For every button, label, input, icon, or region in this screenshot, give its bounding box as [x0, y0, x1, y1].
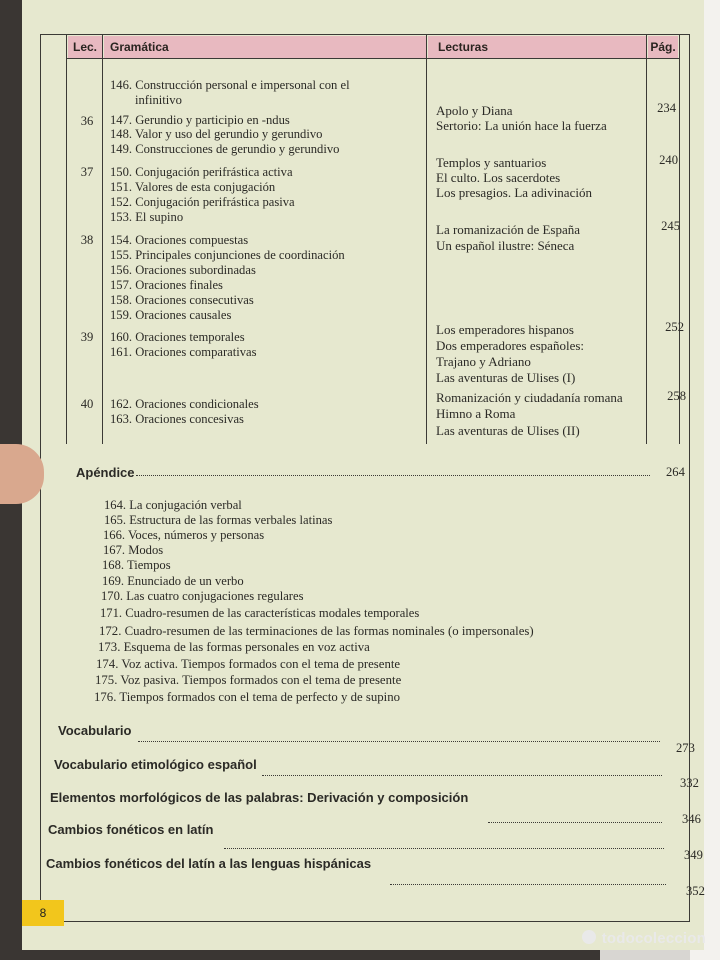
lectura-item: Himno a Roma: [436, 406, 516, 421]
lectura-item: Romanización y ciudadanía romana: [436, 390, 623, 405]
gramatica-item: 163. Oraciones concesivas: [110, 412, 244, 426]
page-ref: 252: [665, 320, 684, 334]
lectura-item: La romanización de España: [436, 222, 581, 237]
gramatica-item: 149. Construcciones de gerundio y gerundivo: [110, 142, 340, 156]
lesson-number: 38: [80, 233, 94, 247]
column-divider: [679, 34, 680, 444]
header-gramatica: Gramática: [104, 36, 426, 58]
gramatica-item: 154. Oraciones compuestas: [110, 233, 249, 247]
lectura-item: Los emperadores hispanos: [436, 322, 574, 337]
apendice-item: 173. Esquema de las formas personales en voz activa: [98, 640, 370, 654]
page-ref: 234: [657, 101, 676, 115]
header-lec: Lec.: [68, 36, 102, 58]
gramatica-item: 147. Gerundio y participio en -ndus: [110, 113, 290, 127]
apendice-title: Apéndice: [76, 465, 135, 480]
apendice-item: 171. Cuadro-resumen de las características modales temporales: [100, 606, 420, 620]
apendice-item: 176. Tiempos formados con el tema de perfecto y de supino: [94, 690, 401, 704]
lectura-item: Los presagios. La adivinación: [436, 185, 592, 200]
leader-dots: [390, 884, 666, 885]
gramatica-item: 153. El supino: [110, 210, 184, 224]
apendice-item: 167. Modos: [103, 543, 164, 557]
gramatica-item: 159. Oraciones causales: [110, 308, 232, 322]
gramatica-item: 158. Oraciones consecutivas: [110, 293, 254, 307]
column-divider: [66, 34, 67, 444]
lectura-item: Sertorio: La unión hace la fuerza: [436, 118, 607, 133]
leader-dots: [224, 848, 664, 849]
section-page: 352: [686, 884, 705, 898]
lectura-item: Las aventuras de Ulises (II): [436, 423, 580, 438]
apendice-item: 172. Cuadro-resumen de las terminaciones de las formas nominales (o impersonales): [99, 624, 534, 638]
leader-dots: [488, 822, 662, 823]
watermark-logo-icon: [582, 930, 596, 944]
gramatica-item: 161. Oraciones comparativas: [110, 345, 257, 359]
page-number: 8: [22, 900, 64, 926]
gramatica-item: infinitivo: [135, 93, 182, 107]
page-ref: 240: [659, 153, 678, 167]
apendice-item: 170. Las cuatro conjugaciones regulares: [101, 589, 304, 603]
lesson-number: 37: [80, 165, 94, 179]
leader-dots: [136, 475, 650, 476]
gramatica-item: 156. Oraciones subordinadas: [110, 263, 256, 277]
apendice-item: 166. Voces, números y personas: [103, 528, 265, 542]
apendice-item: 175. Voz pasiva. Tiempos formados con el tema de presente: [95, 673, 402, 687]
lectura-item: Apolo y Diana: [436, 103, 513, 118]
apendice-item: 169. Enunciado de un verbo: [102, 574, 244, 588]
watermark: [582, 930, 706, 947]
lectura-item: Templos y santuarios: [436, 155, 547, 170]
gramatica-item: 157. Oraciones finales: [110, 278, 223, 292]
section-title: Vocabulario: [58, 723, 132, 738]
section-page: 332: [680, 776, 699, 790]
gramatica-item: 160. Oraciones temporales: [110, 330, 245, 344]
leader-dots: [262, 775, 662, 776]
gramatica-item: 162. Oraciones condicionales: [110, 397, 259, 411]
section-page: 349: [684, 848, 703, 862]
section-title: Cambios fonéticos del latín a las lenguas hispánicas: [46, 856, 372, 871]
page-ref: 258: [667, 389, 686, 403]
apendice-item: 164. La conjugación verbal: [104, 498, 242, 512]
lesson-number: 40: [80, 397, 94, 411]
gramatica-item: 150. Conjugación perifrástica activa: [110, 165, 293, 179]
gramatica-item: 151. Valores de esta conjugación: [110, 180, 276, 194]
lesson-number: 36: [80, 114, 94, 128]
apendice-item: 174. Voz activa. Tiempos formados con el tema de presente: [96, 657, 401, 671]
section-title: Elementos morfológicos de las palabras: Derivación y composición: [50, 790, 469, 805]
apendice-item: 168. Tiempos: [102, 558, 171, 572]
gramatica-item: 152. Conjugación perifrástica pasiva: [110, 195, 295, 209]
apendice-item: 165. Estructura de las formas verbales latinas: [104, 513, 333, 527]
lesson-number: 39: [80, 330, 94, 344]
section-page: 346: [682, 812, 701, 826]
column-divider: [426, 34, 427, 444]
section-page: 273: [676, 741, 695, 755]
lectura-item: Las aventuras de Ulises (I): [436, 370, 576, 385]
leader-dots: [138, 741, 660, 742]
lectura-item: Un español ilustre: Séneca: [436, 238, 575, 253]
gramatica-item: 146. Construcción personal e impersonal con el: [110, 78, 350, 92]
section-title: Cambios fonéticos en latín: [48, 822, 214, 837]
column-divider: [102, 34, 103, 444]
gramatica-item: 155. Principales conjunciones de coordinación: [110, 248, 345, 262]
apendice-page: 264: [666, 465, 685, 479]
lectura-item: El culto. Los sacerdotes: [436, 170, 561, 185]
watermark-text: todocoleccion: [601, 930, 706, 947]
header-rule: [66, 58, 680, 59]
gramatica-item: 148. Valor y uso del gerundio y gerundivo: [110, 127, 323, 141]
page-ref: 245: [661, 219, 680, 233]
header-pag: Pág.: [648, 36, 678, 58]
header-lecturas: Lecturas: [428, 36, 646, 58]
lectura-item: Dos emperadores españoles:: [436, 338, 585, 353]
lectura-item: Trajano y Adriano: [436, 354, 531, 369]
section-title: Vocabulario etimológico español: [54, 757, 257, 772]
column-divider: [646, 34, 647, 444]
